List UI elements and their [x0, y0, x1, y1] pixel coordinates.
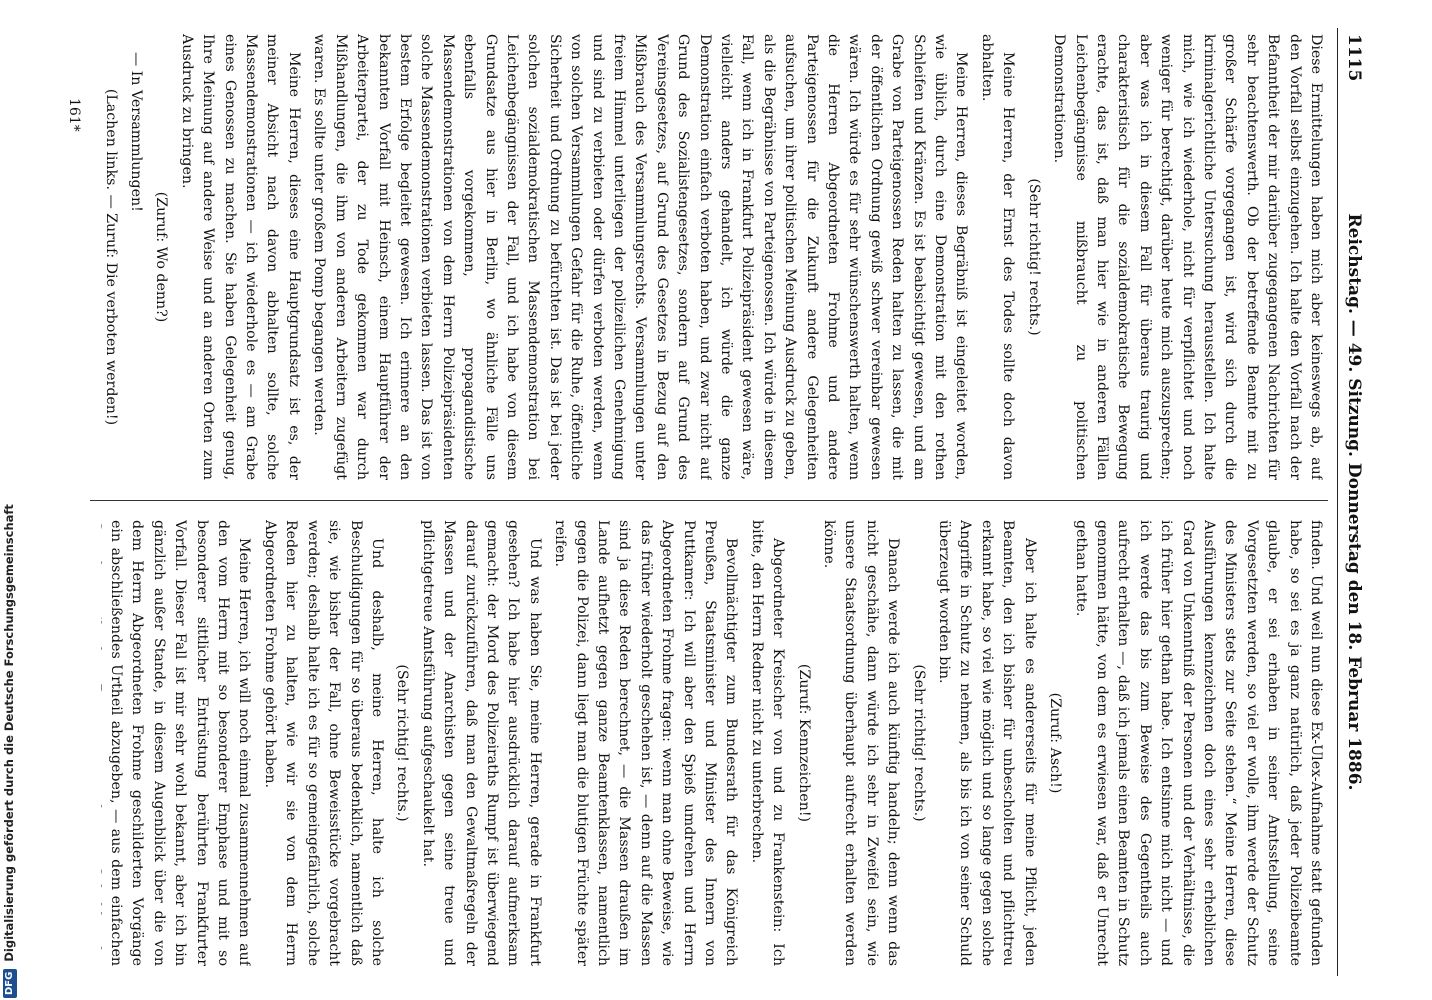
paragraph: — In Versammlungen! — [128, 52, 145, 212]
page-number: 1115 — [1344, 34, 1364, 82]
paragraph: Meine Herren, dieses Begräbniß ist eingeleitet worden, wie üblich, durch eine Demonstration mit den rothen Schleifen und Kränzen. Es ist beabsichtigt gewesen, und am Grabe von Parteigenossen Reden halten zu lassen, die mit der öffentlichen Ordnung gewiß schwer vereinbar gewesen wären. Ich würde es für sehr wünschenswerth halten, wenn die Herren Abgeordneten Frohme und andere Parteigenossen für die Zukunft andere Gelegenheiten aufsuchen, um ihrer politischen Meinung Ausdruck zu geben, als die Begräbnisse von Parteigenossen. Ich würde in diesem Fall, wenn ich in Frankfurt Polizeipräsident gewesen wäre, vielleicht anders gehandelt, ich würde die ganze Demonstration einfach verboten haben, und zwar nicht auf Grund des Sozialistengesetzes, sondern auf Grund des Vereinsgesetzes, auf Grund des Gesetzes in Bezug auf den Mißbrauch des Versammlungsrechts. Versammlungen unter freiem Himmel unterliegen der polizeilichen Genehmigung und sind zu verbieten oder dürfen verboten werden, wenn von solchen Versammlungen Gefahr für die Ruhe, öffentliche Sicherheit und Ordnung zu befürchten ist. Das ist bei jeder solchen sozialdemokratischen Massendemonstration bei Leichenbegängnissen der Fall, und ich habe von diesem Grundsatze aus hier in Berlin, wo ähnliche Fälle uns ebenfalls vorgekommen, propagandistische Massendemonstrationen von dem Herrn Polizeipräsidenten solche Massendemonstrationen verbieten lassen. Das ist von bestem Erfolge begleitet gewesen. Ich erinnere an den bekannten Vorfall mit Heinsch, einem Hauptführer der Arbeiterpartei, der zu Tode gekommen war durch Mißhandlungen, die ihm von anderen Arbeitern zugefügt waren. Es sollte unter großem Pomp begangen werden. — [311, 34, 970, 480]
interjection: (Sehr richtig! rechts.) — [394, 664, 411, 822]
speaker-paragraph: Abgeordneter Kreischer von und zu Frankenstein: Ich bitte, den Herrn Redner nicht zu unterbrechen. — [748, 520, 787, 966]
right-column — [101, 520, 1326, 966]
digitization-credit — [2, 0, 20, 998]
speaker-paragraph: Bevollmächtigter zum Bundesrath für das Königreich Preußen, Staatsminister und Minister des Innern von Puttkamer: Ich will aber den Spieß umdrehen und Herrn Abgeordneten Frohme fragen: wenn man ohne Beweise, wie das früher wiederholt geschehen ist, — denn auf die Massen sind ja diese Reden berechnet, — die Massen draußen im Lande aufhetzt gegen ganze Beamtenklassen, namentlich gegen die Polizei, dann liegt man die blutigen Früchte später reifen. — [552, 520, 740, 966]
interjection: (Lachen links. — Zuruf: Die verboten werden!) — [102, 88, 119, 426]
interjection: (Sehr richtig! rechts.) — [910, 664, 927, 822]
page-header — [1337, 28, 1372, 976]
paragraph: Und deshalb, meine Herren, halte ich solche Beschuldigungen für so überaus bedenklich, namentlich daß sie, wie bisher der Fall, ohne Beweisstücke vorgebracht werden; deshalb halte ich es für so gemeingefährlich, solche Reden hier zu halten, wie wir sie von dem Herrn Abgeordneten Frohme gehört haben. — [261, 520, 385, 966]
interjection: (Zuruf: Asch!) — [1047, 692, 1064, 794]
running-title: Reichstag. — 49. Sitzung. Donnerstag den 18. Februar 1886. — [1344, 213, 1364, 791]
sheet-signature: 161* — [66, 98, 82, 132]
paragraph: finden. Und weil nun diese Ex-Ulex-Aufnahme statt gefunden habe, so sei es ja ganz natürlich, daß jeder Polizeibeamte glaube, er sei erhaben in seiner Amtsstellung, seine Vorgesetzten werden, so viel er wolle, ihm werde der Schutz des Ministers stets zur Seite stehen.“ Meine Herren, diese Ausführungen kennzeichnen doch eines sehr erheblichen Grad von Unkenntniß der Personen und der Verhältnisse, die ich früher hier gethan habe. Ich entsinne mich nicht — und ich werde das bis zum Beweise des Gegentheils auch aufrecht erhalten —, daß ich jemals einen Beamten in Schutz genommen hätte, von dem es erwiesen war, daß er Unrecht gethan hatte. — [1072, 520, 1324, 966]
paragraph: Meine Herren, ich will noch einmal zusammennehmen auf den vom Herrn mit so besonderer Emphase und mit so besonderer sittlicher Entrüstung berührten Frankfurter Vorfall. Dieser Fall ist mir sehr wohl bekannt, aber ich bin gänzlich außer Stande, in diesem Augenblick über die von dem Herrn Abgeordneten Frohme geschilderten Vorgänge ein abschließendes Urtheil abzugeben, — aus dem einfachen — [108, 520, 253, 966]
paragraph: Danach werde ich auch künftig handeln; denn wenn das nicht geschähe, dann würde ich sehr in Zweifel sein, wie unsere Staatsordnung überhaupt aufrecht erhalten werden könne. — [821, 520, 902, 966]
paragraph: Und was haben Sie, meine Herren, gerade in Frankfurt gesehen? Ich habe hier ausdrücklich darauf aufmerksam gemacht: der Mord des Polizeiraths Rumpf ist überwiegend darauf zurückzuführen, daß man den Gewaltmaßregeln der Massen und der Anarchisten gegen seine treue und pflichtgetreue Amtsführung aufgeschaukelt hat. — [419, 520, 543, 966]
paragraph: Aber ich halte es andererseits für meine Pflicht, jeden Beamten, den ich bisher für unbescholten und pflichttreu erkannt habe, so viel wie möglich und so lange gegen solche Angriffe in Schutz zu nehmen, als bis ich von seiner Schuld überzeugt worden bin. — [936, 520, 1038, 966]
paragraph: Meine Herren, dieses eine Hauptgrundsatz ist es, der meiner Absicht nach davon abhalten sollte, solche Massendemonstrationen — ich wiederhole es — am Grabe eines Genossen zu machen. Sie haben Gelegenheit genug, Ihre Meinung auf andere Weise und an anderen Orten zum Ausdruck zu bringen. — [178, 34, 302, 480]
paragraph: Meine Herren, der Ernst des Todes sollte doch davon abhalten. — [978, 34, 1017, 480]
column-divider — [90, 500, 1328, 501]
interjection: (Zuruf: Wo denn?) — [153, 191, 170, 323]
dfg-logo-icon: DFG — [3, 969, 17, 998]
interjection: (Sehr richtig! rechts.) — [1025, 178, 1042, 336]
document-page — [66, 28, 1372, 976]
credit-text: Digitalisierung gefördert durch die Deutsche Forschungsgemeinschaft — [2, 504, 16, 962]
interjection: (Zuruf: Kennzeichen!) — [795, 663, 812, 823]
paragraph: Diese Ermittelungen haben mich aber keineswegs ab, auf den Vorfall selbst einzugehen. Ich halte den Vorfall nach der Befanntheit der mir dariüber zugegangenen Nachrichten für sehr beachtenswerth. Ob der betreffende Beamte mit zu großer Schärfe vorgegangen ist, wird sich durch die kriminalgerichtliche Untersuchung herausstellen. Ich halte mich, wie ich wiederhole, nicht für verpflichtet und noch weniger für berechtigt, darüber heute mich auszusprechen; aber was ich in diesem Fall für überaus traurig und charakteristisch für die sozialdemokratische Bewegung erachte, das ist, daß man hier wie in anderen Fällen Leichenbegängnisse mißbraucht zu politischen Demonstrationen. — [1051, 34, 1324, 480]
left-column — [101, 34, 1326, 480]
